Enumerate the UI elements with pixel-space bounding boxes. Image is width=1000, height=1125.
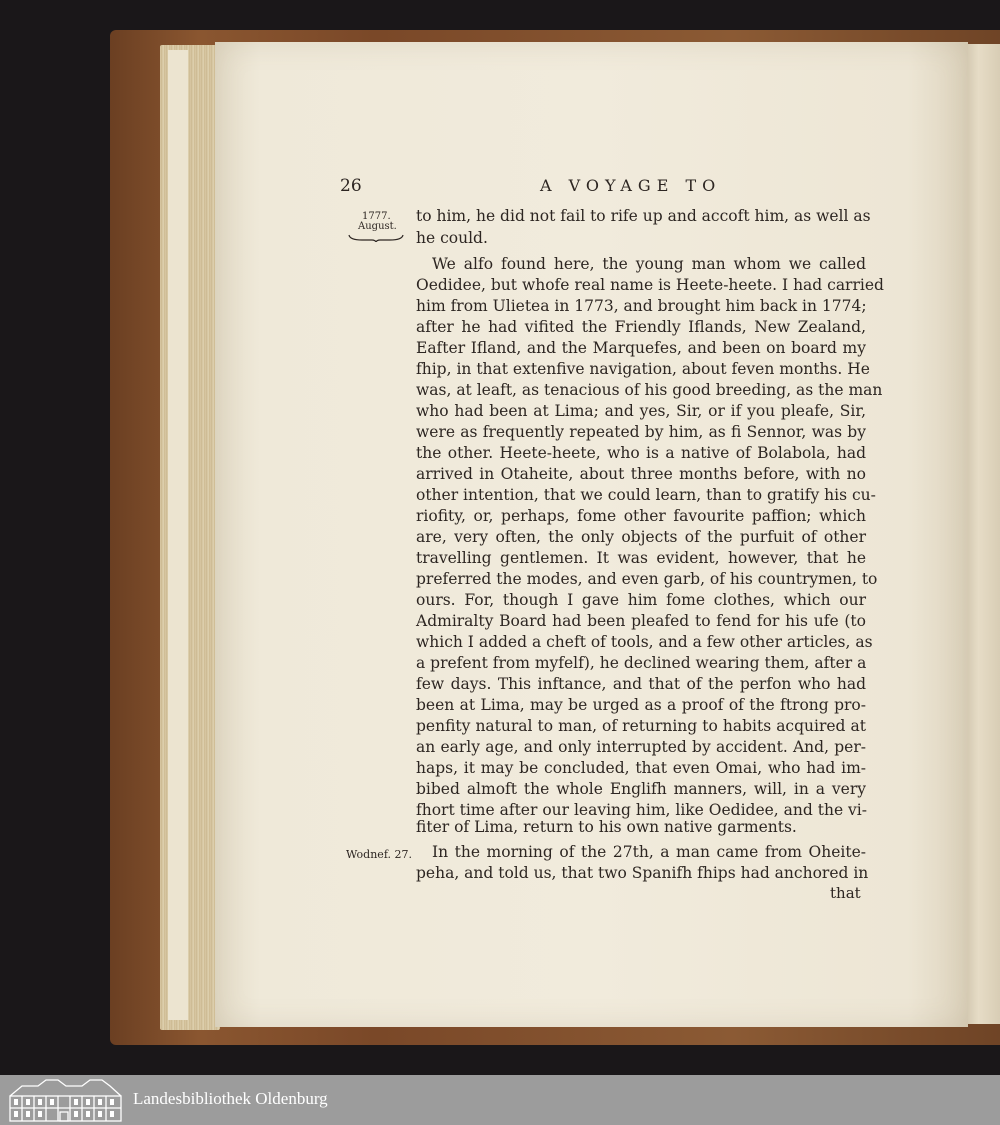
running-head: A VOYAGE TO (540, 176, 722, 195)
library-building-logo-icon (8, 1078, 123, 1122)
body-line: an early age, and only interrupted by accident. And, per- (416, 738, 866, 756)
catchword: that (830, 884, 861, 902)
body-line: were as frequently repeated by him, as fi Sennor, was by (416, 423, 866, 441)
footer-bar (0, 1075, 1000, 1125)
body-line: Eafter Ifland, and the Marquefes, and been on board my (416, 339, 866, 357)
body-line: few days. This inftance, and that of the perfon who had (416, 675, 866, 693)
body-line: other intention, that we could learn, than to gratify his cu- (416, 486, 876, 504)
body-line: him from Ulietea in 1773, and brought him back in 1774; (416, 297, 867, 315)
body-line: fhip, in that extenfive navigation, about feven months. He (416, 360, 870, 378)
body-line: travelling gentlemen. It was evident, however, that he (416, 549, 866, 567)
body-line: a prefent from myfelf), he declined wearing them, after a (416, 654, 867, 672)
body-line: which I added a cheft of tools, and a few other articles, as (416, 633, 873, 651)
body-line: after he had vifited the Friendly Iflands, New Zealand, (416, 318, 866, 336)
body-line: Oedidee, but whofe real name is Heete-heete. I had carried (416, 276, 884, 294)
body-line: fhort time after our leaving him, like Oedidee, and the vi- (416, 801, 867, 819)
page-number: 26 (340, 176, 362, 196)
body-line: In the morning of the 27th, a man came from Oheite- (432, 843, 866, 861)
margin-note-year: 1777. (362, 211, 391, 222)
page-block-outer-edge (168, 50, 188, 1020)
body-line: who had been at Lima; and yes, Sir, or if you pleafe, Sir, (416, 402, 866, 420)
body-line: haps, it may be concluded, that even Omai, who had im- (416, 759, 866, 777)
body-line: Admiralty Board had been pleafed to fend for his ufe (to (416, 612, 866, 630)
body-line: was, at leaft, as tenacious of his good breeding, as the man (416, 381, 883, 399)
body-line: riofity, or, perhaps, fome other favourite paffion; which (416, 507, 866, 525)
facing-page-edge (964, 44, 1000, 1024)
library-name: Landesbibliothek Oldenburg (133, 1089, 328, 1108)
body-line: bibed almoft the whole Englifh manners, will, in a very (416, 780, 866, 798)
body-line: ours. For, though I gave him fome clothes, which our (416, 591, 866, 609)
body-line: arrived in Otaheite, about three months before, with no (416, 465, 866, 483)
body-line: We alfo found here, the young man whom we called (432, 255, 866, 273)
body-line: to him, he did not fail to rife up and accoft him, as well as (416, 207, 871, 225)
body-line: penfity natural to man, of returning to habits acquired at (416, 717, 866, 735)
body-line: preferred the modes, and even garb, of his countrymen, to (416, 570, 878, 588)
body-line: peha, and told us, that two Spanifh fhips had anchored in (416, 864, 869, 882)
body-line: are, very often, the only objects of the purfuit of other (416, 528, 866, 546)
body-line: been at Lima, may be urged as a proof of the ftrong pro- (416, 696, 866, 714)
margin-note-date: Wodnef. 27. (346, 848, 412, 861)
body-line: fiter of Lima, return to his own native garments. (416, 818, 797, 836)
body-line: the other. Heete-heete, who is a native of Bolabola, had (416, 444, 866, 462)
body-line: he could. (416, 229, 488, 247)
margin-brace-icon (348, 234, 404, 242)
margin-note-month: August. (358, 221, 397, 232)
